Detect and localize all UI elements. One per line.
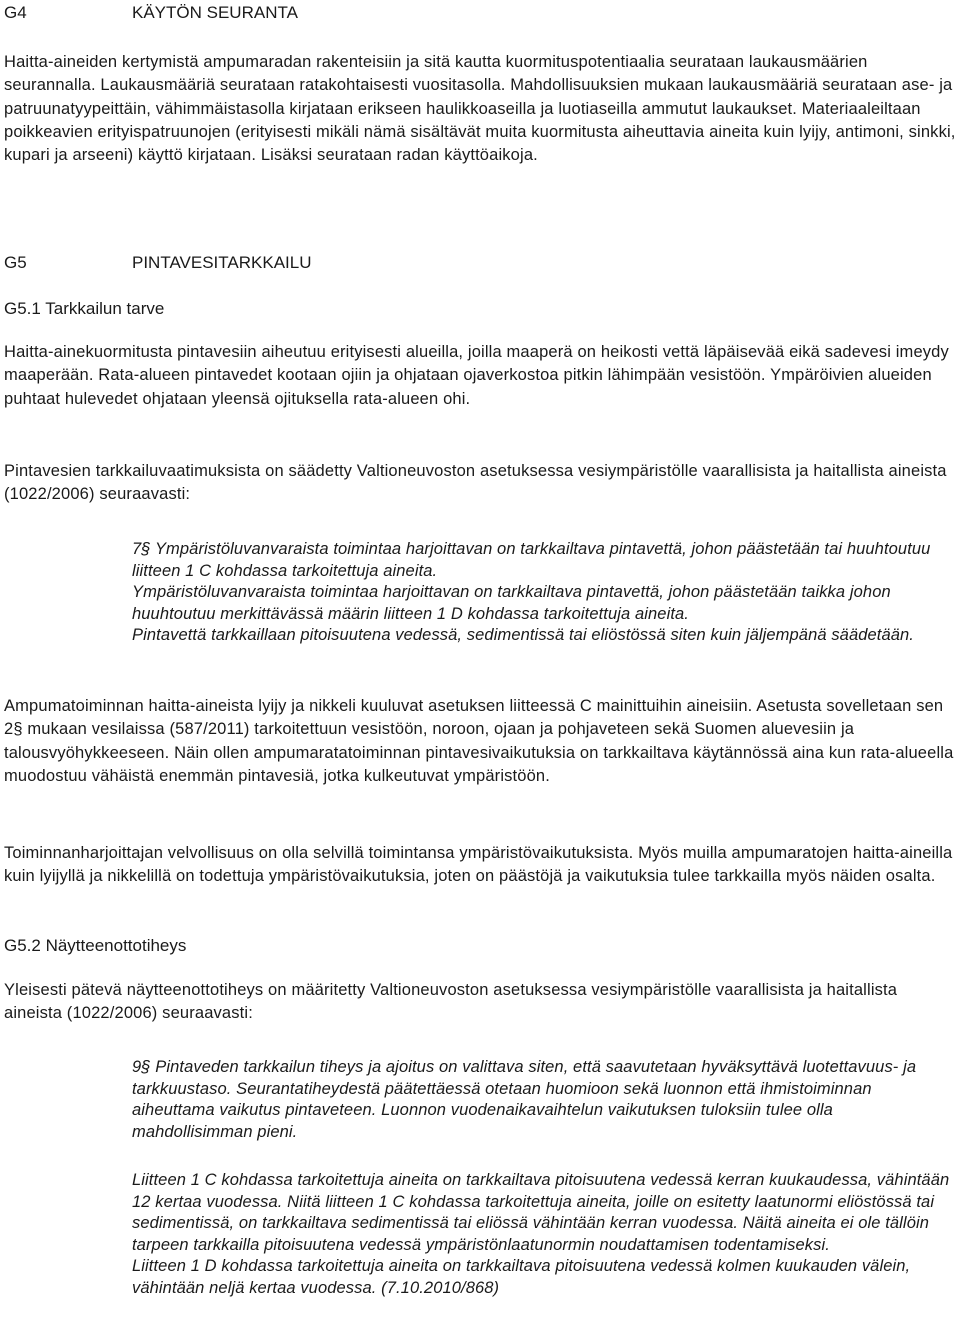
quote-paragraph	[132, 1057, 952, 1143]
subsection-heading-g51: G5.1 Tarkkailun tarve	[4, 299, 165, 318]
g51-paragraph-3: Ampumatoiminnan haitta-aineista lyijy ja nikkeli kuuluvat asetuksen liitteessä C mainittuihin aineisiin. Asetusta sovelletaan sen 2§ mukaan vesilaissa (587/2011) tarkoitettuun vesistöön, noroon, ojaan ja pohjaveteen sekä Suomen aluevesiin ja talousvyöhykkeeseen. Näin ollen ampumaratatoiminnan pintavesivaikutuksia on tarkkailtava käytännössä aina kun rata-alueella muodostuu vähäistä enemmän pintavesiä, jotka kulkeutuvat ympäristöön.	[4, 697, 954, 785]
quote-paragraph-1	[132, 539, 952, 582]
quote-paragraph-2: Liitteen 1 D kohdassa tarkoitettuja aineita on tarkkailtava pitoisuutena vedessä kolmen kuukauden välein, vähintään neljä kertaa vuodessa. (7.10.2010/868)	[132, 1257, 911, 1297]
quote-paragraph-1: Liitteen 1 C kohdassa tarkoitettuja aineita on tarkkailtava pitoisuutena vedessä kerran kuukaudessa, vähintään 12 kertaa vuodessa. Niitä liitteen 1 C kohdassa tarkoitettuja aineita, joille on esitetty laatunormi eliöstössä tai sedimentissä, on tarkkailtava sedimentissä tai eliössä vähintään kerran vuodessa. Näitä aineita ei ole tällöin tarpeen tarkkailla pitoisuutena vedessä ympäristönlaatunormin noudattamisen todentamiseksi.	[132, 1171, 950, 1254]
legal-quote-7	[132, 539, 952, 647]
section-symbol: 7§	[132, 540, 151, 558]
section-number: G4	[4, 3, 27, 22]
section-number: G5	[4, 253, 27, 272]
legal-quote-annex	[132, 1170, 952, 1300]
section-title: PINTAVESITARKKAILU	[132, 253, 312, 272]
section-title: KÄYTÖN SEURANTA	[132, 3, 298, 22]
subsection-heading-g52: G5.2 Näytteenottotiheys	[4, 936, 187, 955]
section-heading-g5	[4, 252, 312, 274]
section-heading-g4	[4, 2, 298, 24]
g51-paragraph-1: Haitta-ainekuormitusta pintavesiin aiheutuu erityisesti alueilla, joilla maaperä on heikosti vettä läpäisevää eikä sadevesi imeydy maaperään. Rata-alueen pintavedet kootaan ojiin ja ohjataan ojaverkostoa pitkin lähimpään vesistöön. Ympäröivien alueiden puhtaat hulevedet ohjataan yleensä ojituksella rata-alueen ohi.	[4, 343, 949, 408]
g4-paragraph: Haitta-aineiden kertymistä ampumaradan rakenteisiin ja sitä kautta kuormituspotentiaalia seurataan laukausmäärien seurannalla. Laukausmääriä seurataan ratakohtaisesti vuositasolla. Mahdollisuuksien mukaan laukausmääriä seurataan ase- ja patruunatyypeittäin, vähimmäistasolla kirjataan erikseen haulikkoaseilla ja luotiaseilla ammutut laukaukset. Materiaaleiltaan poikkeavien erityispatruunojen (erityisesti mikäli nämä sisältävät muita kuormitusta aiheuttavia aineita kuin lyijy, antimoni, sinkki, kupari ja arseeni) käyttö kirjataan. Lisäksi seurataan radan käyttöaikoja.	[4, 53, 956, 165]
legal-quote-9	[132, 1057, 952, 1143]
section-symbol: 9§	[132, 1058, 151, 1076]
quote-text: Ympäristöluvanvaraista toimintaa harjoittavan on tarkkailtava pintavettä, johon päästetään tai huuhtoutuu liitteen 1 C kohdassa tarkoitettuja aineita.	[132, 540, 931, 580]
g52-paragraph-1: Yleisesti pätevä näytteenottotiheys on määritetty Valtioneuvoston asetuksessa vesiympäristölle vaarallisista ja haitallista aineista (1022/2006) seuraavasti:	[4, 981, 898, 1023]
g51-paragraph-2: Pintavesien tarkkailuvaatimuksista on säädetty Valtioneuvoston asetuksessa vesiympäristölle vaarallisista ja haitallista aineista (1022/2006) seuraavasti:	[4, 462, 947, 504]
quote-paragraph-3: Pintavettä tarkkaillaan pitoisuutena vedessä, sedimentissä tai eliöstössä siten kuin jäljempänä säädetään.	[132, 626, 914, 645]
quote-text: Pintaveden tarkkailun tiheys ja ajoitus on valittava siten, että saavutetaan hyväksyttävä luotettavuus- ja tarkkuustaso. Seurantatiheydestä päätettäessä otetaan huomioon sekä luonnon että ihmistoiminnan aiheuttama vaikutus pintaveteen. Luonnon vuodenaikavaihtelun vaikutuksen tuloksiin tulee olla mahdollisimman pieni.	[132, 1058, 917, 1141]
g51-paragraph-4: Toiminnanharjoittajan velvollisuus on olla selvillä toimintansa ympäristövaikutuksista. Myös muilla ampumaratojen haitta-aineilla kuin lyijyllä ja nikkelillä on todettuja ympäristövaikutuksia, joten on päästöjä ja vaikutuksia tulee tarkkailla myös näiden osalta.	[4, 844, 953, 886]
quote-paragraph-2: Ympäristöluvanvaraista toimintaa harjoittavan on tarkkailtava pintavettä, johon päästetään taikka johon huuhtoutuu merkittävässä määrin liitteen 1 D kohdassa tarkoitettuja aineita.	[132, 583, 891, 623]
